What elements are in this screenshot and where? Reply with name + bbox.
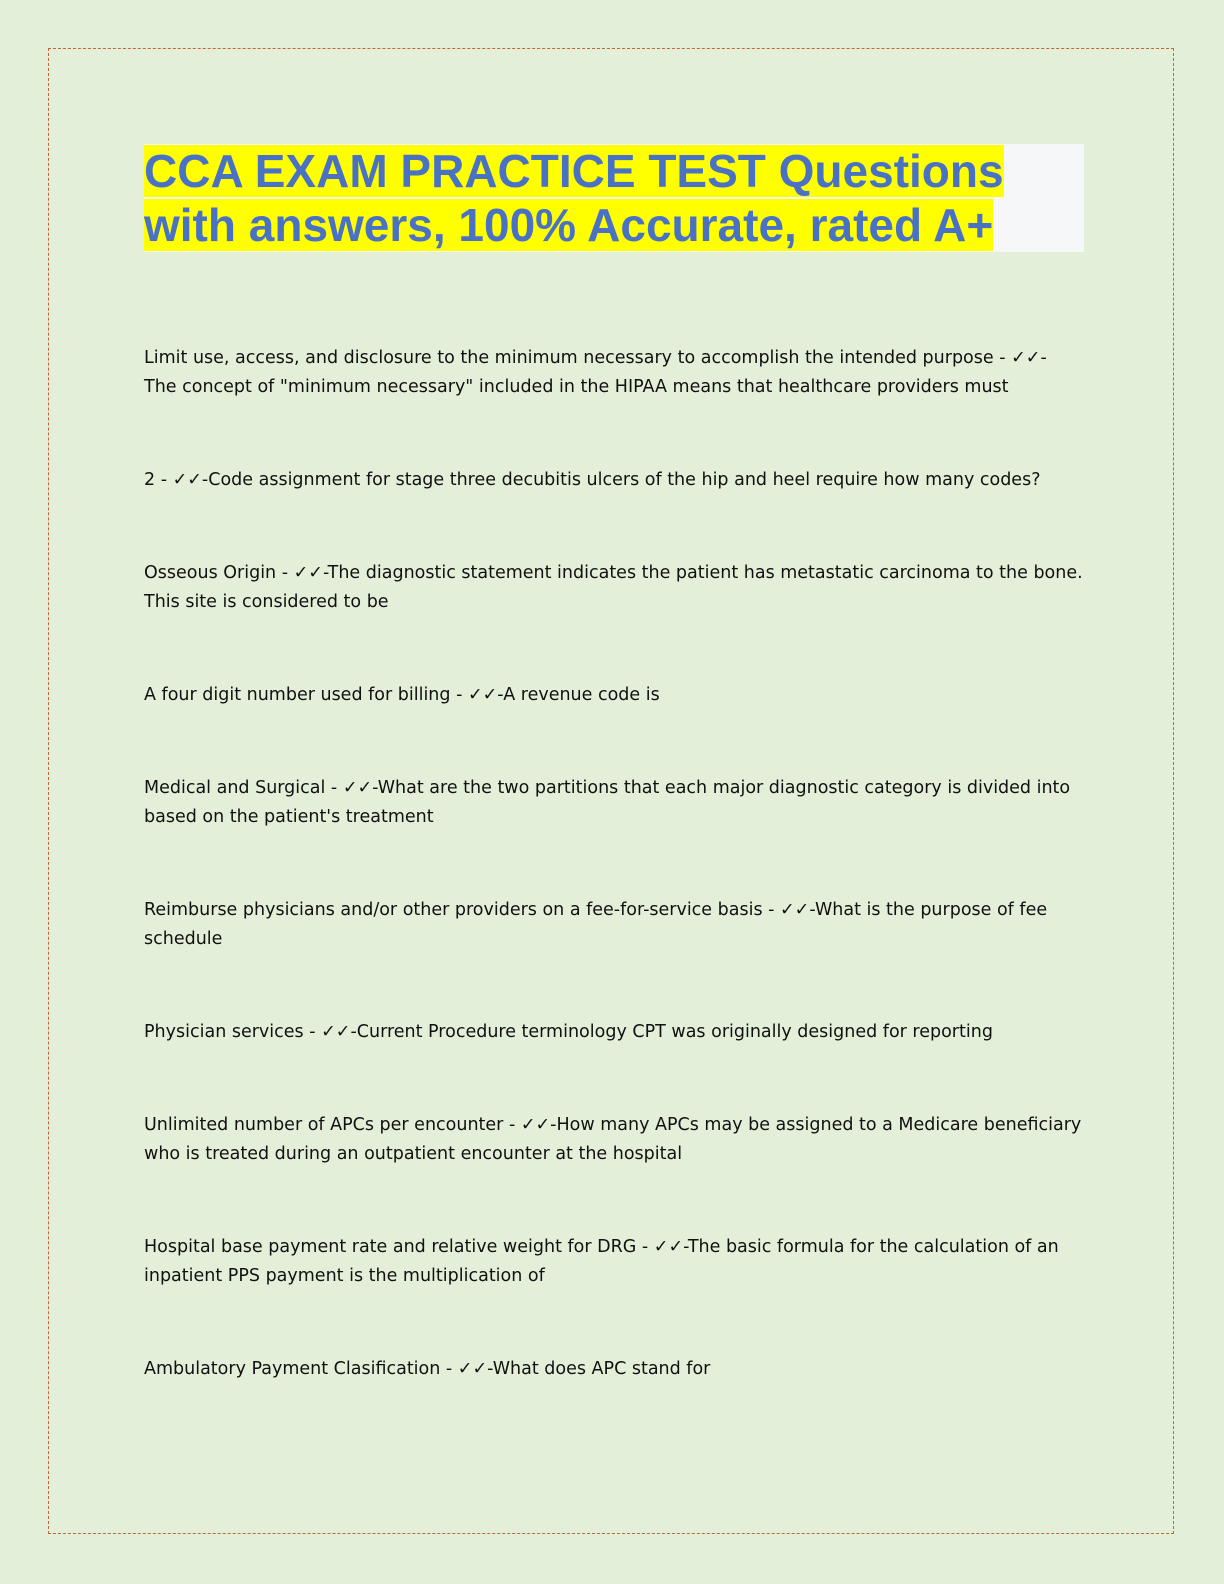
check-mark-icon: ✓✓: [293, 563, 323, 583]
qa-dash: -: [550, 1115, 557, 1135]
qa-separator: -: [325, 778, 343, 798]
qa-item: [144, 1355, 1089, 1384]
qa-separator: -: [155, 470, 173, 490]
qa-item: [144, 681, 1089, 710]
qa-dash: -: [497, 685, 504, 705]
qa-answer: Limit use, access, and disclosure to the minimum necessary to accomplish the intended purpose: [144, 348, 994, 368]
check-mark-icon: ✓✓: [1011, 348, 1041, 368]
qa-list: [144, 344, 1089, 1448]
qa-answer: Osseous Origin: [144, 563, 277, 583]
qa-item: [144, 1018, 1089, 1047]
qa-separator: -: [276, 563, 294, 583]
qa-answer: Hospital base payment rate and relative weight for DRG: [144, 1237, 637, 1257]
qa-answer: Ambulatory Payment Clasification: [144, 1359, 441, 1379]
qa-answer: Medical and Surgical: [144, 778, 326, 798]
qa-dash: -: [1040, 348, 1047, 368]
qa-question: How many APCs may be assigned to a Medicare beneficiary who is treated during an outpatient encounter at the hospital: [144, 1115, 1082, 1164]
qa-separator: -: [993, 348, 1012, 368]
qa-answer: Physician services: [144, 1022, 304, 1042]
qa-answer: 2: [144, 470, 156, 490]
qa-question: Code assignment for stage three decubitis ulcers of the hip and heel require how many codes?: [208, 470, 1041, 490]
qa-dash: -: [201, 470, 209, 490]
qa-dash: -: [809, 900, 815, 920]
qa-item: [144, 344, 1089, 402]
qa-separator: -: [503, 1115, 521, 1135]
check-mark-icon: ✓✓: [172, 470, 202, 490]
qa-item: [144, 466, 1089, 495]
check-mark-icon: ✓✓: [457, 1359, 488, 1379]
qa-answer: Unlimited number of APCs per encounter: [144, 1115, 504, 1135]
qa-dash: -: [683, 1237, 688, 1257]
check-mark-icon: ✓✓: [342, 778, 373, 798]
qa-separator: -: [303, 1022, 322, 1042]
qa-item: [144, 774, 1089, 832]
qa-item: [144, 1233, 1089, 1291]
qa-answer: Reimburse physicians and/or other providers on a fee-for-service basis: [144, 900, 763, 920]
qa-separator: -: [762, 900, 781, 920]
qa-dash: -: [350, 1022, 357, 1042]
qa-question: The diagnostic statement indicates the patient has metastatic carcinoma to the bone. This site is considered to be: [144, 563, 1083, 612]
title-block: [144, 144, 1084, 252]
qa-dash: -: [372, 778, 378, 798]
check-mark-icon: ✓✓: [653, 1237, 684, 1257]
qa-question: What is the purpose of fee schedule: [144, 900, 1048, 949]
qa-question: What are the two partitions that each major diagnostic category is divided into based on the patient's treatment: [144, 778, 1071, 827]
qa-separator: -: [440, 1359, 458, 1379]
check-mark-icon: ✓✓: [780, 900, 810, 920]
qa-question: The basic formula for the calculation of an inpatient PPS payment is the multiplication of: [144, 1237, 1059, 1286]
qa-item: [144, 1111, 1089, 1169]
qa-separator: -: [450, 685, 468, 705]
qa-dash: -: [322, 563, 328, 583]
qa-item: [144, 559, 1089, 617]
qa-question: A revenue code is: [503, 685, 660, 705]
qa-question: What does APC stand for: [492, 1359, 711, 1379]
check-mark-icon: ✓✓: [467, 685, 498, 705]
qa-dash: -: [487, 1359, 493, 1379]
qa-question: Current Procedure terminology CPT was originally designed for reporting: [356, 1022, 993, 1042]
document-title: [144, 144, 1084, 252]
check-mark-icon: ✓✓: [520, 1115, 551, 1135]
qa-separator: -: [636, 1237, 654, 1257]
qa-item: [144, 896, 1089, 954]
document-title-text: CCA EXAM PRACTICE TEST Questions with answers, 100% Accurate, rated A+: [144, 145, 1004, 251]
qa-question: The concept of "minimum necessary" included in the HIPAA means that healthcare providers must: [144, 377, 1009, 397]
qa-answer: A four digit number used for billing: [144, 685, 451, 705]
check-mark-icon: ✓✓: [321, 1022, 351, 1042]
